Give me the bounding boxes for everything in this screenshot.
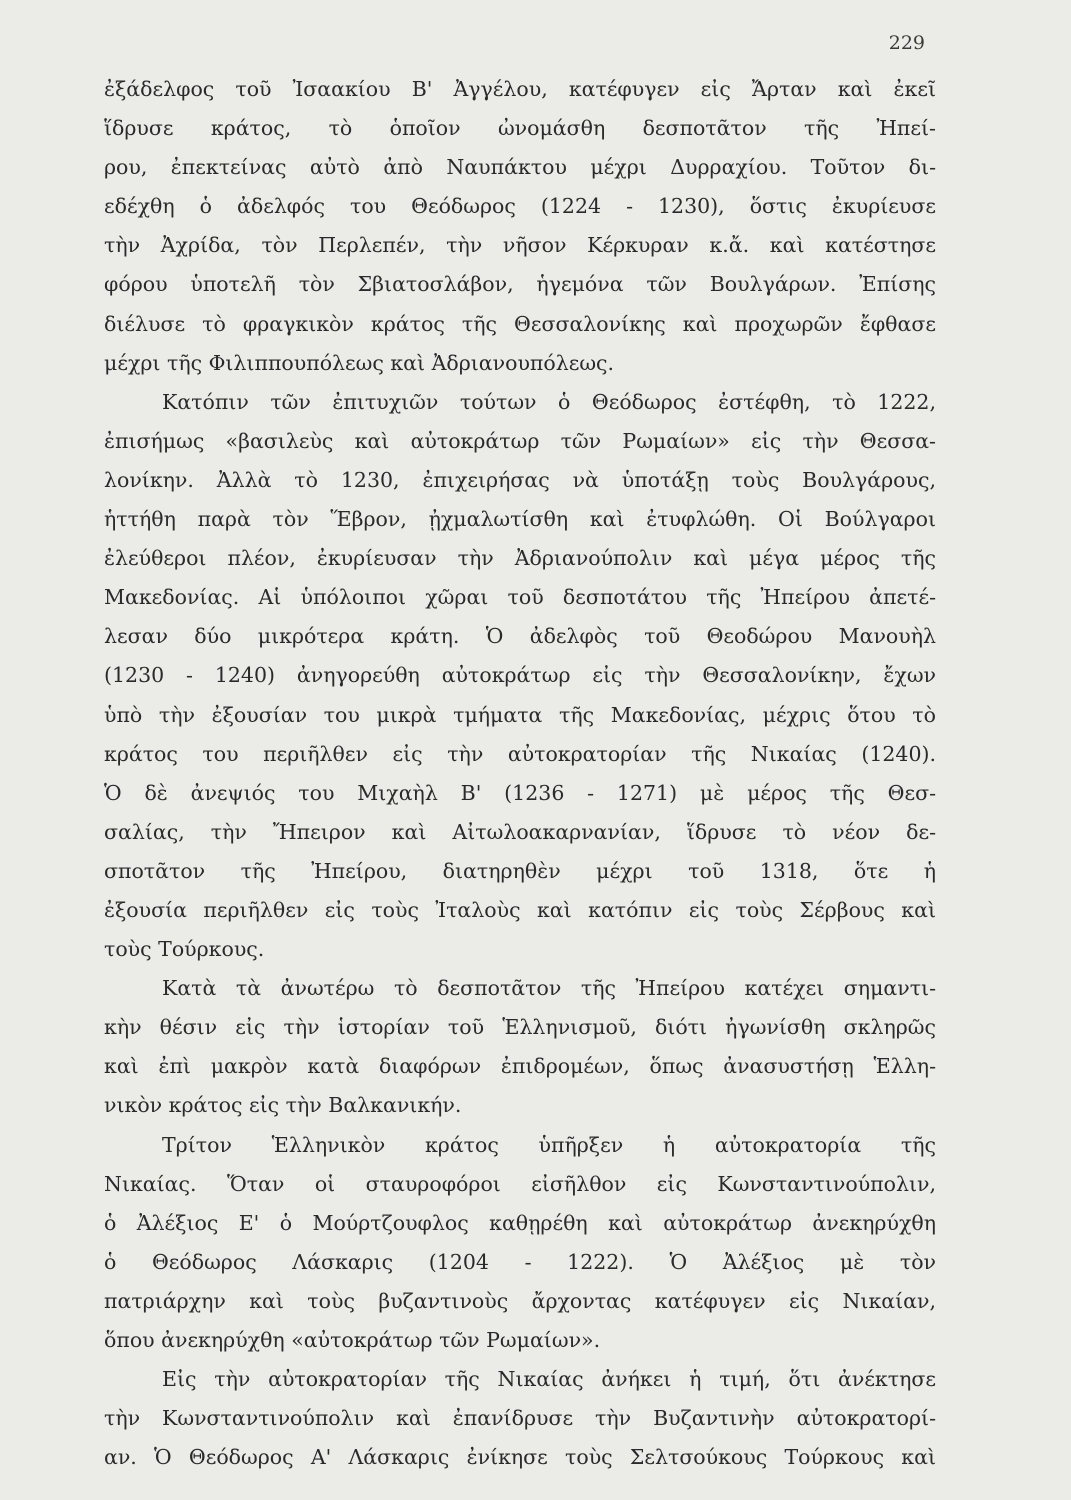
text-line: λονίκην. Ἀλλὰ τὸ 1230, ἐπιχειρήσας νὰ ὑποτάξῃ τοὺς Βουλγάρους, (104, 467, 936, 492)
text-line: Κατὰ τὰ ἀνωτέρω τὸ δεσποτᾶτον τῆς Ἠπείρου κατέχει σημαντι- (162, 976, 936, 1001)
text-line: Νικαίας. Ὅταν οἱ σταυροφόροι εἰσῆλθον εἰς Κωνσταντινούπολιν, (104, 1171, 936, 1196)
text-line: εδέχθη ὁ ἀδελφός του Θεόδωρος (1224 - 1230), ὅστις ἐκυρίευσε (104, 194, 936, 219)
text-line: μέχρι τῆς Φιλιππουπόλεως καὶ Ἀδριανουπόλεως. (104, 350, 615, 375)
page-number: 229 (888, 32, 925, 54)
text-line: ρου, ἐπεκτείνας αὐτὸ ἀπὸ Ναυπάκτου μέχρι Δυρραχίου. Τοῦτον δι- (104, 155, 936, 180)
text-line: ὅπου ἀνεκηρύχθη «αὐτοκράτωρ τῶν Ρωμαίων». (104, 1328, 601, 1352)
text-line: τὴν Ἀχρίδα, τὸν Περλεπέν, τὴν νῆσον Κέρκυραν κ.ἄ. καὶ κατέστησε (104, 233, 936, 258)
text-line: ἐλεύθεροι πλέον, ἐκυρίευσαν τὴν Ἀδριανούπολιν καὶ μέγα μέρος τῆς (104, 546, 936, 571)
text-line: διέλυσε τὸ φραγκικὸν κράτος τῆς Θεσσαλονίκης καὶ προχωρῶν ἔφθασε (104, 311, 936, 336)
text-line: ὁ Ἀλέξιος Ε' ὁ Μούρτζουφλος καθῃρέθη καὶ αὐτοκράτωρ ἀνεκηρύχθη (104, 1210, 936, 1235)
text-line: σποτᾶτον τῆς Ἠπείρου, διατηρηθὲν μέχρι τοῦ 1318, ὅτε ἡ (104, 858, 936, 883)
text-line: ἵδρυσε κράτος, τὸ ὁποῖον ὠνομάσθη δεσποτᾶτον τῆς Ἠπεί- (104, 116, 936, 141)
text-line: ἡττήθη παρὰ τὸν Ἕβρον, ᾐχμαλωτίσθη καὶ ἐτυφλώθη. Οἱ Βούλγαροι (104, 507, 936, 532)
text-line: νικὸν κράτος εἰς τὴν Βαλκανικήν. (104, 1093, 462, 1118)
text-line: Εἰς τὴν αὐτοκρατορίαν τῆς Νικαίας ἀνήκει ἡ τιμή, ὅτι ἀνέκτησε (162, 1367, 936, 1392)
text-line: πατριάρχην καὶ τοὺς βυζαντινοὺς ἄρχοντας κατέφυγεν εἰς Νικαίαν, (104, 1288, 936, 1313)
text-line: φόρου ὑποτελῆ τὸν Σβιατοσλάβον, ἡγεμόνα τῶν Βουλγάρων. Ἐπίσης (104, 272, 936, 297)
text-line: λεσαν δύο μικρότερα κράτη. Ὁ ἀδελφὸς τοῦ Θεοδώρου Μανουὴλ (104, 624, 936, 649)
text-line: ἐξουσία περιῆλθεν εἰς τοὺς Ἰταλοὺς καὶ κατόπιν εἰς τοὺς Σέρβους καὶ (104, 897, 936, 922)
text-line: τὴν Κωνσταντινούπολιν καὶ ἐπανίδρυσε τὴν Βυζαντινὴν αὐτοκρατορί- (104, 1406, 936, 1431)
text-line: Μακεδονίας. Αἱ ὑπόλοιποι χῶραι τοῦ δεσποτάτου τῆς Ἠπείρου ἀπετέ- (104, 585, 936, 610)
text-line: αν. Ὁ Θεόδωρος Α' Λάσκαρις ἐνίκησε τοὺς Σελτσούκους Τούρκους καὶ (104, 1445, 936, 1470)
text-line: ὑπὸ τὴν ἐξουσίαν του μικρὰ τμήματα τῆς Μακεδονίας, μέχρις ὅτου τὸ (104, 702, 936, 727)
text-line: κὴν θέσιν εἰς τὴν ἱστορίαν τοῦ Ἑλληνισμοῦ, διότι ἠγωνίσθη σκληρῶς (104, 1015, 936, 1040)
text-line: ἐπισήμως «βασιλεὺς καὶ αὐτοκράτωρ τῶν Ρωμαίων» εἰς τὴν Θεσσα- (104, 428, 936, 453)
text-line: σαλίας, τὴν Ἤπειρον καὶ Αἰτωλοακαρνανίαν, ἵδρυσε τὸ νέον δε- (104, 819, 936, 844)
text-line: καὶ ἐπὶ μακρὸν κατὰ διαφόρων ἐπιδρομέων, ὅπως ἀνασυστήσῃ Ἑλλη- (104, 1054, 936, 1079)
text-line: κράτος του περιῆλθεν εἰς τὴν αὐτοκρατορίαν τῆς Νικαίας (1240). (104, 741, 936, 766)
text-line: Κατόπιν τῶν ἐπιτυχιῶν τούτων ὁ Θεόδωρος ἐστέφθη, τὸ 1222, (162, 389, 936, 414)
text-line: ἐξάδελφος τοῦ Ἰσαακίου Β' Ἀγγέλου, κατέφυγεν εἰς Ἄρταν καὶ ἐκεῖ (104, 77, 936, 101)
text-line: Τρίτον Ἑλληνικὸν κράτος ὑπῆρξεν ἡ αὐτοκρατορία τῆς (162, 1132, 936, 1157)
text-line: ὁ Θεόδωρος Λάσκαρις (1204 - 1222). Ὁ Ἀλέξιος μὲ τὸν (104, 1249, 936, 1274)
text-line: Ὁ δὲ ἀνεψιός του Μιχαὴλ Β' (1236 - 1271) μὲ μέρος τῆς Θεσ- (104, 780, 936, 805)
text-line: (1230 - 1240) ἀνηγορεύθη αὐτοκράτωρ εἰς τὴν Θεσσαλονίκην, ἔχων (104, 663, 936, 688)
text-line: τοὺς Τούρκους. (104, 937, 265, 962)
body-text (104, 70, 936, 1477)
